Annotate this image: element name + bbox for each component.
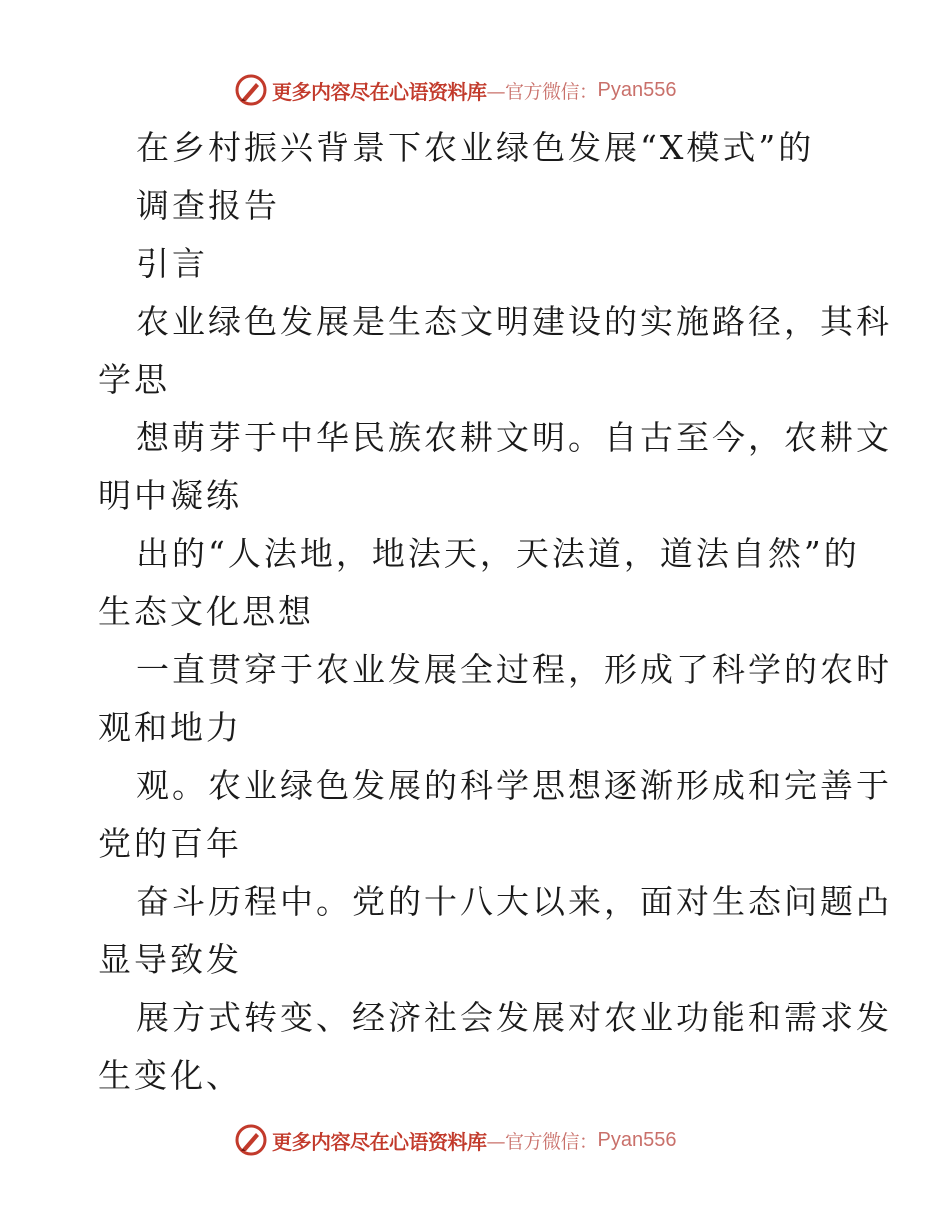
body-line: 观和地力 (98, 708, 242, 747)
body-line: 学思 (98, 360, 170, 399)
pen-logo-icon (234, 1123, 268, 1157)
body-line: 显导致发 (98, 940, 242, 979)
body-line: 生变化、 (98, 1056, 242, 1095)
body-line: 出的“人法地，地法天，天法道，道法自然”的 (136, 534, 860, 573)
pen-logo-icon (234, 73, 268, 107)
banner-main-text: 更多内容尽在心语资料库 (272, 79, 487, 104)
banner-side-text: —官方微信： (486, 1130, 598, 1153)
document-title-line-1: 在乡村振兴背景下农业绿色发展“X模式”的 (136, 128, 815, 167)
body-line: 一直贯穿于农业发展全过程，形成了科学的农时 (136, 650, 892, 689)
body-line: 展方式转变、经济社会发展对农业功能和需求发 (136, 998, 892, 1037)
header-banner (234, 72, 676, 108)
body-line: 生态文化思想 (98, 592, 314, 631)
body-line: 想萌芽于中华民族农耕文明。自古至今，农耕文 (136, 418, 892, 457)
banner-wechat-id: Pyan556 (597, 1128, 677, 1151)
footer-banner (234, 1122, 676, 1158)
banner-side-text: —官方微信： (486, 80, 598, 103)
body-line: 观。农业绿色发展的科学思想逐渐形成和完善于 (136, 766, 892, 805)
body-line: 奋斗历程中。党的十八大以来，面对生态问题凸 (136, 882, 892, 921)
banner-main-text: 更多内容尽在心语资料库 (272, 1129, 487, 1154)
section-heading: 引言 (136, 244, 208, 283)
body-line: 农业绿色发展是生态文明建设的实施路径，其科 (136, 302, 892, 341)
document-title-line-2: 调查报告 (136, 186, 280, 225)
banner-wechat-id: Pyan556 (597, 78, 677, 101)
body-line: 明中凝练 (98, 476, 242, 515)
body-line: 党的百年 (98, 824, 242, 863)
